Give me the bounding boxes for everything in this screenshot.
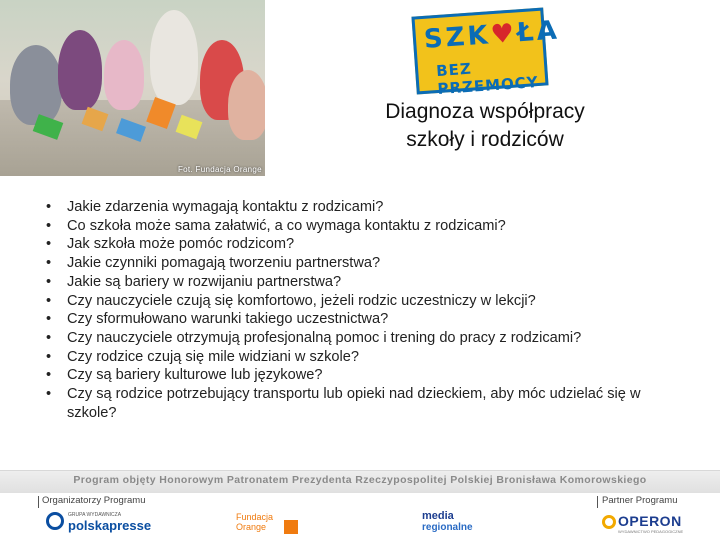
child-figure <box>10 45 62 125</box>
list-item: • Czy są bariery kulturowe lub językowe? <box>46 366 676 385</box>
polskapresse-name: polskapresse <box>68 518 152 533</box>
polskapresse-tagline: GRUPA WYDAWNICZA <box>68 512 122 518</box>
child-figure <box>58 30 102 110</box>
organizers-label: Organizatorzy Programu <box>42 495 146 506</box>
media-regionalne-line1: media <box>422 510 454 522</box>
partner-label: Partner Programu <box>602 495 678 506</box>
operon-tagline: WYDAWNICTWO PEDAGOGICZNE <box>618 529 684 534</box>
polskapresse-mark-icon <box>46 512 64 530</box>
list-item: • Jakie są bariery w rozwijaniu partnerstwa? <box>46 273 676 292</box>
list-item: • Czy nauczyciele czują się komfortowo, jeżeli rodzic uczestniczy w lekcji? <box>46 292 676 311</box>
children-photo <box>0 0 265 176</box>
list-item: • Czy są rodzice potrzebujący transportu lub opieki nad dzieckiem, aby móc udzielać się w szkole? <box>46 385 676 422</box>
heart-icon: ♥ <box>489 18 518 51</box>
list-item: • Jakie czynniki pomagają tworzeniu partnerstwa? <box>46 254 676 273</box>
question-list <box>46 198 676 422</box>
media-regionalne-logo <box>422 510 473 533</box>
child-figure <box>228 70 265 140</box>
logo-line1: SZK♥ŁA <box>423 15 561 55</box>
photo-credit: Fot. Fundacja Orange <box>178 165 262 174</box>
list-item: • Jakie zdarzenia wymagają kontaktu z rodzicami? <box>46 198 676 217</box>
list-item: • Czy rodzice czują się mile widziani w szkole? <box>46 348 676 367</box>
szkola-bez-przemocy-logo <box>411 7 561 99</box>
list-item: • Czy nauczyciele otrzymują profesjonalną pomoc i trening do pracy z rodzicami? <box>46 329 676 348</box>
media-regionalne-line2: regionalne <box>422 522 473 533</box>
child-figure <box>104 40 144 110</box>
divider <box>597 496 598 508</box>
adult-figure <box>150 10 198 105</box>
fundacja-orange-logo <box>236 512 300 534</box>
slide-title <box>345 98 625 154</box>
patronage-text: Program objęty Honorowym Patronatem Prezydenta Rzeczypospolitej Polskiej Bronisława Komorowskiego <box>73 474 647 486</box>
title-line1: Diagnoza współpracy <box>385 100 585 123</box>
title-line2: szkoły i rodziców <box>406 128 564 151</box>
logo-line2: BEZ PRZEMOCY <box>435 59 540 99</box>
divider <box>38 496 39 508</box>
list-item: • Czy sformułowano warunki takiego uczestnictwa? <box>46 310 676 329</box>
operon-mark-icon <box>602 515 616 529</box>
fundacja-orange-text: Fundacja Orange <box>236 512 274 532</box>
operon-name: OPERON <box>618 513 682 529</box>
list-item: • Co szkoła może sama załatwić, a co wymaga kontaktu z rodzicami? <box>46 217 676 236</box>
list-item: • Jak szkoła może pomóc rodzicom? <box>46 235 676 254</box>
orange-square-icon <box>284 520 298 534</box>
